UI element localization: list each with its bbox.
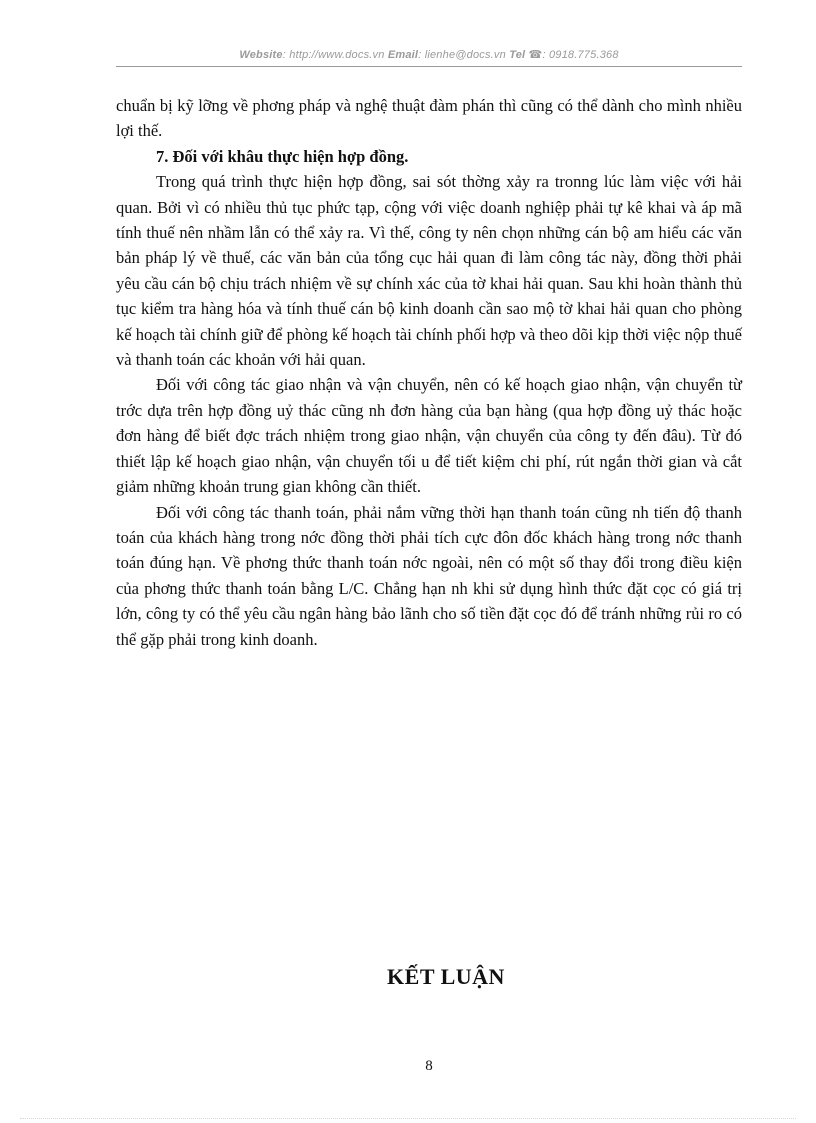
page-number: 8 <box>425 1058 433 1074</box>
tel-label: Tel ☎ <box>509 49 543 61</box>
email-label: Email <box>387 49 419 61</box>
email-value: : lienhe@docs.vn <box>418 49 506 61</box>
document-body <box>116 93 742 652</box>
section-heading: 7. Đối với khâu thực hiện hợp đồng. <box>156 146 409 166</box>
paragraph-customs: Trong quá trình thực hiện hợp đồng, sai sót thờng xảy ra tronng lúc làm việc với hải quan. Bởi vì có nhiều thủ tục phức tạp, cộng với việc doanh nghiệp phải tự kê khai và áp mã tính thuế nên nhầm lẫn có thể xảy ra. Vì thế, công ty nên chọn những cán bộ am hiểu các văn bản pháp lý về thuế, các văn bản của tổng cục hải quan đi làm công tác này, đồng thời phải yêu cầu cán bộ chịu trách nhiệm về sự chính xác của tờ khai hải quan. Sau khi hoàn thành thủ tục kiểm tra hàng hóa và tính thuế cán bộ kinh doanh cần sao mộ tờ khai hải quan cho phòng kế hoạch tài chính giữ để phòng kế hoạch tài chính phối hợp và theo dõi kịp thời việc nộp thuế và thanh toán các khoản với hải quan. <box>116 172 742 370</box>
paragraph-payment: Đối với công tác thanh toán, phải nắm vững thời hạn thanh toán cũng nh tiến độ thanh toán của khách hàng trong nớc đồng thời phải tích cực đôn đốc khách hàng trong nớc thanh toán đúng hạn. Về phơng thức thanh toán nớc ngoài, nên có một số thay đổi trong điều kiện của phơng thức thanh toán bằng L/C. Chẳng hạn nh khi sử dụng hình thức đặt cọc có giá trị lớn, công ty có thể yêu cầu ngân hàng bảo lãnh cho số tiền đặt cọc đó để tránh những rủi ro có thể gặp phải trong kinh doanh. <box>116 502 742 649</box>
tel-value: : 0918.775.368 <box>542 49 619 61</box>
website-value: : http://www.docs.vn <box>282 49 385 61</box>
conclusion-heading: KẾT LUẬN <box>387 964 505 989</box>
continuation-paragraph: chuẩn bị kỹ lỡng về phơng pháp và nghệ thuật đàm phán thì cũng có thể dành cho mình nhiều lợi thế. <box>116 96 742 141</box>
page-bottom-border <box>20 1118 796 1119</box>
header-divider <box>116 66 742 67</box>
website-label: Website <box>239 49 283 61</box>
page-header <box>116 48 742 61</box>
paragraph-logistics: Đối với công tác giao nhận và vận chuyển, nên có kế hoạch giao nhận, vận chuyển từ trớc dựa trên hợp đồng uỷ thác cũng nh đơn hàng của bạn hàng (qua hợp đồng uỷ thác hoặc đơn hàng để biết đợc trách nhiệm trong giao nhận, vận chuyển của công ty đến đâu). Từ đó thiết lập kế hoạch giao nhận, vận chuyển tối u để tiết kiệm chi phí, rút ngắn thời gian và cắt giảm những khoản trung gian không cần thiết. <box>116 375 742 497</box>
